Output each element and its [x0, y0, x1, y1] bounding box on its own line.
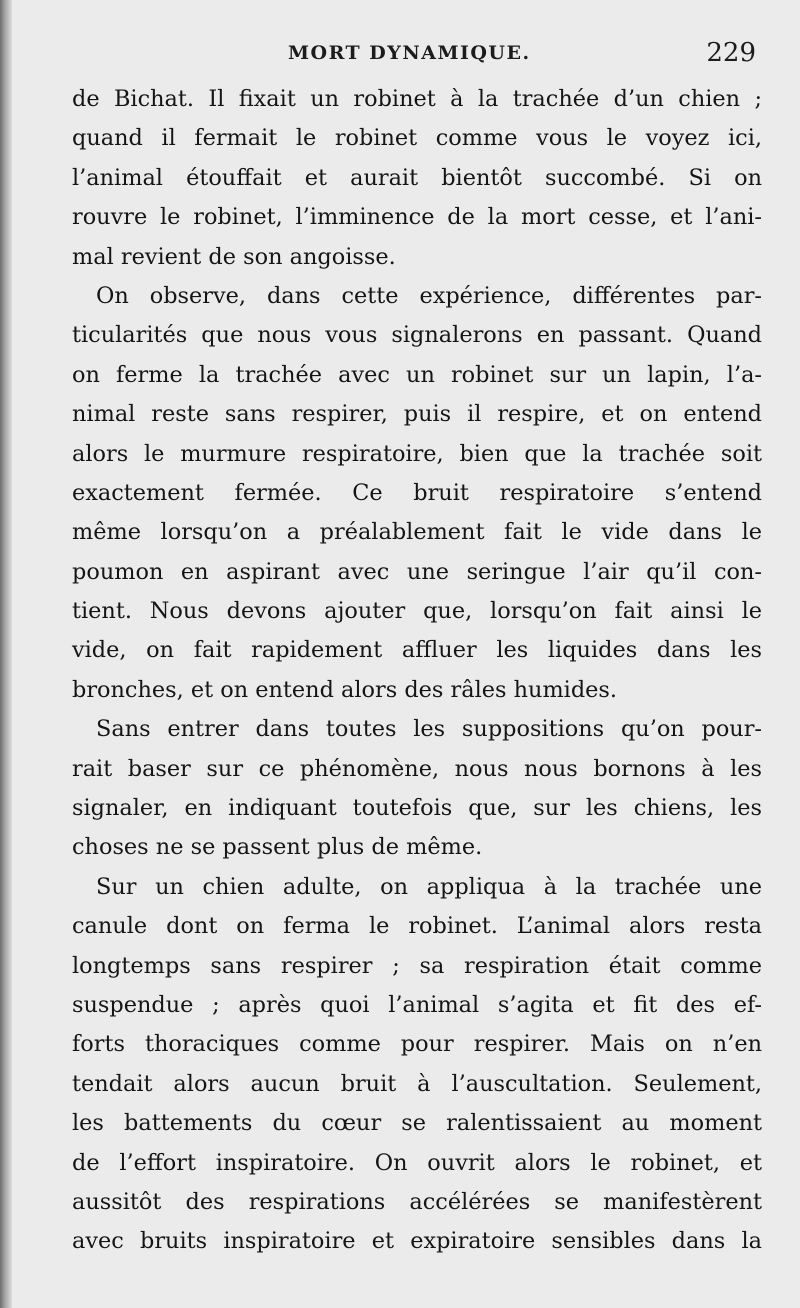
text-line: suspendue ; après quoi l’animal s’agita et fit des ef-	[72, 991, 762, 1018]
running-head: MORT DYNAMIQUE.	[288, 42, 531, 64]
text-line: vide, on fait rapidement affluer les liquides dans les	[72, 637, 762, 664]
text-line: les battements du cœur se ralentissaient au moment	[72, 1110, 762, 1137]
text-line: l’animal étouffait et aurait bientôt succombé. Si on	[72, 164, 762, 191]
text-line: longtemps sans respirer ; sa respiration était comme	[72, 952, 762, 979]
text-line: Sans entrer dans toutes les suppositions qu’on pour-	[96, 716, 762, 743]
page-header	[70, 38, 760, 74]
text-line: rouvre le robinet, l’imminence de la mort cesse, et l’ani-	[72, 204, 762, 231]
text-line: choses ne se passent plus de même.	[72, 834, 483, 861]
text-line: ticularités que nous vous signalerons en passant. Quand	[72, 322, 762, 349]
text-line: de Bichat. Il fixait un robinet à la trachée d’un chien ;	[72, 86, 762, 112]
text-line: bronches, et on entend alors des râles humides.	[72, 676, 618, 703]
text-line: avec bruits inspiratoire et expiratoire sensibles dans la	[72, 1228, 762, 1255]
text-line: tendait alors aucun bruit à l’auscultation. Seulement,	[72, 1070, 762, 1097]
text-line: signaler, en indiquant toutefois que, sur les chiens, les	[72, 795, 762, 822]
page-number: 229	[706, 38, 756, 68]
text-line: exactement fermée. Ce bruit respiratoire s’entend	[72, 479, 762, 506]
text-line: forts thoraciques comme pour respirer. Mais on n’en	[72, 1031, 762, 1058]
text-line: Sur un chien adulte, on appliqua à la trachée une	[96, 873, 762, 900]
text-line: de l’effort inspiratoire. On ouvrit alors le robinet, et	[72, 1149, 762, 1176]
text-line: canule dont on ferma le robinet. L’animal alors resta	[72, 913, 762, 940]
text-line: poumon en aspirant avec une seringue l’air qu’il con-	[72, 558, 762, 585]
binding-shadow	[0, 0, 12, 1308]
text-line: mal revient de son angoisse.	[72, 243, 396, 270]
text-line: On observe, dans cette expérience, différentes par-	[96, 282, 762, 309]
text-line: même lorsqu’on a préalablement fait le vide dans le	[72, 519, 762, 546]
body-text	[72, 80, 762, 1262]
text-line: alors le murmure respiratoire, bien que la trachée soit	[72, 440, 762, 467]
text-line: aussitôt des respirations accélérées se manifestèrent	[72, 1188, 762, 1215]
text-line: nimal reste sans respirer, puis il respire, et on entend	[72, 401, 762, 428]
text-line: tient. Nous devons ajouter que, lorsqu’on fait ainsi le	[72, 598, 762, 625]
text-line: quand il fermait le robinet comme vous le voyez ici,	[72, 125, 762, 152]
text-line: on ferme la trachée avec un robinet sur un lapin, l’a-	[72, 361, 762, 388]
text-line: rait baser sur ce phénomène, nous nous bornons à les	[72, 755, 762, 782]
